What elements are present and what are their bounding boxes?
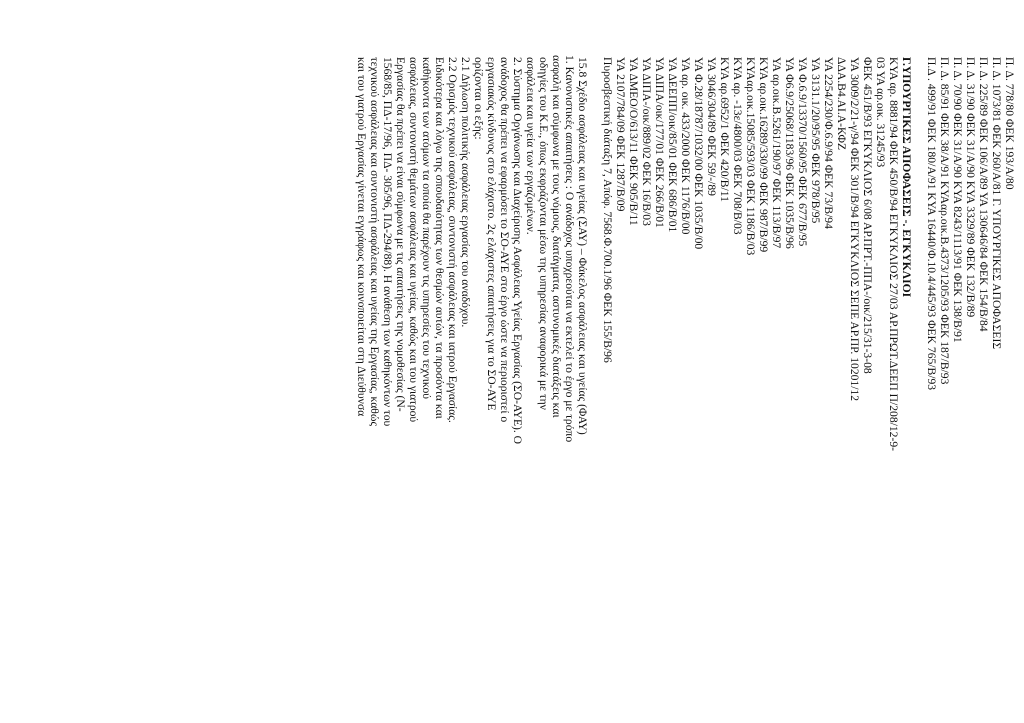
text-line: Π. Δ. 225/89 ΦΕΚ 106/Α/89 ΥΑ 130646/84 ΦΕΚ 154/Β/84: [977, 57, 990, 332]
text-line: ορίζονται οι εξής:: [472, 57, 485, 140]
text-line: 1. Κανονιστικές απαιτήσεις : Ο ανάδοχος υποχρεούται να εκτελεί το έργο με τρόπο: [563, 55, 576, 443]
text-line: ΦΕΚ 451/Β/93 ΕΓΚΥΚΛΙΟΣ 6/08 ΑΡ.ΠΡΤ.-ΠΠΑ-/οικ/215/31-3-08: [861, 57, 874, 374]
text-line: Π. Δ. 70/90 ΦΕΚ 31/Α/90 ΚΥΑ 8243/1113/91 ΦΕΚ 138/Β/91: [951, 57, 964, 343]
text-line: 15.8 Σχέδιο ασφάλειας και υγείας (ΣΑΥ) – Φάκελος ασφάλειας και υγείας (ΦΑΥ): [576, 57, 589, 435]
text-line: ασφαλή και σύμφωνα με τους νόμους, διατάγματα, αστυνομικές διατάξεις και: [550, 55, 563, 418]
text-line: 1568/85, ΠΔ-17/96, ΠΔ- 305/96, ΠΔ-294/88). Η ανάθεση των καθηκόντων του: [381, 57, 394, 427]
text-line: 2.1 Δήλωση πολιτικής ασφάλειας εργασίας του αναδόχου.: [459, 57, 472, 328]
text-line: ΥΑ 2254/230/Φ.6.9/94 ΦΕΚ 73/Β/94: [822, 57, 835, 229]
text-line: ΥΑ Φ6.9/25068/1183/96 ΦΕΚ 1035/Β/96: [783, 57, 796, 249]
text-line: ΥΑ αρ.οικ.Β.5261/190/97 ΦΕΚ 113/Β/97: [770, 57, 783, 249]
text-line: Ειδικότερα και λόγω της σπουδαιότητας των θεσμών αυτών, τα προσόντα και: [433, 57, 446, 419]
text-line: ΥΑ 3046/304/89 ΦΕΚ 59/-/89: [705, 57, 718, 196]
text-line: ΥΑ ΔΙΠΑ/οικ/177/01 ΦΕΚ 266/Β/01: [653, 57, 666, 228]
text-line: ασφάλεια και υγεία των εργαζομένων.: [524, 57, 537, 235]
text-line: Π.Δ . 499/91 ΦΕΚ 180/Α/91 ΚΥΑ 16440/Φ.10.4/445/93 ΦΕΚ 765/Β/93: [925, 57, 938, 391]
text-line: ΚΥΑ αρ.6952/1 ΦΕΚ 420/Β/11: [718, 57, 731, 202]
text-line: Π. Δ. 85/91 ΦΕΚ 38/Α/91 ΚΥΑαρ.οικ.Β.4373/1205/93 ΦΕΚ 187/Β/93: [938, 57, 951, 385]
text-line: Π. Δ. 1073/81 ΦΕΚ 260/Α/81 Γ. ΥΠΟΥΡΓΙΚΕΣ ΑΠΟΦΑΣΕΙΣ: [990, 57, 1003, 350]
text-line: και του γιατρού Εργασίας γίνεται εγγράφως και κοινοποιείται στη Διεύθυνσα: [355, 57, 368, 417]
text-line: ΥΑ ΔΕΕΠΠ/οικ/85/01 ΦΕΚ 686/Β/01: [666, 57, 679, 233]
text-line: Π. Δ. 778/80 ΦΕΚ 193/Α/80: [1003, 57, 1016, 190]
text-line: εργασιακός κίνδυνος στο ελάχιστο. 2ς ελάχιστες απαιτήσεις για το ΣΟ-ΑΥΕ: [485, 57, 498, 411]
text-line: ασφάλειας, συντονιστή θεμάτων ασφάλειας και υγείας, καθώς και του γιατρού: [407, 57, 420, 423]
text-line: ΥΑ Φ.6.9/13370/1560/95 ΦΕΚ 677/Β/95: [796, 57, 809, 247]
text-line: ανάδοχος θα πρέπει να εφαρμόσει το ΣΟ-ΑΥΕ στο έργο ώστε να περιοριστεί ο: [498, 57, 511, 423]
text-line: Πυροσβεστική διάταξη 7, Απόφ. 7568.Φ.700.1/96 ΦΕΚ 155/Β/96: [601, 57, 614, 363]
text-line: τεχνικού ασφάλειας και συντονιστή ασφάλειας και υγείας της Εργασίας, καθώς: [368, 57, 381, 427]
text-line: Εργασίας θα πρέπει να είναι σύμφωνα με τις απαιτήσεις της νομοθεσίας (Ν-: [394, 57, 407, 412]
text-line: 2.2 Ορισμός τεχνικού ασφάλειας, συντονιστή ασφάλειας και ιατρού Εργασίας.: [446, 57, 459, 423]
text-line: ΚΥΑ αρ.οικ.16289/330/99 ΦΕΚ 987/Β/99: [757, 57, 770, 253]
text-line: 03 ΥΑ αρ.οικ. 31245/93: [874, 57, 887, 168]
text-line: ΥΑ ΔΙΠΑ-/οικ/889/02 ΦΕΚ 16/Β/03: [640, 57, 653, 226]
text-line: ΥΑ 3009/2/21-γ/94 ΦΕΚ 301/Β/94 ΕΓΚΥΚΛΙΟΣ ΣΕΠΕ ΑΡ.ΠΡ. 10201/12: [848, 57, 861, 402]
text-line: Π. Δ. 31/90 ΦΕΚ 31/Α/90 ΚΥΑ 3329/89 ΦΕΚ 132/Β/89: [964, 57, 977, 318]
text-line: ΚΥΑαρ.οικ.15085/593/03 ΦΕΚ 1186/Β/03: [744, 57, 757, 256]
text-line: Γ.ΥΠΟΥΡΓΙΚΕΣ ΑΠΟΦΑΣΕΙΣ -. ΕΓΚΥΚΛΙΟΙ: [900, 57, 913, 298]
text-line: ΔΔΑ.Β4.ΑΙ.Α-ΚΦΖ: [835, 57, 848, 151]
text-line: ΥΑ 2107/784/09 ΦΕΚ 1287/Β/09: [614, 57, 627, 212]
text-line: οδηγίες του Κ.Ε., όπως εκφράζονται μέσω της υπηρεσίας αναφορικά με την: [537, 57, 550, 410]
text-line: ΥΑ Φ.28/18787/1032/00 ΦΕΚ 1035/Β/00: [692, 57, 705, 250]
text-line: ΥΑ 3131.1/20/95/95 ΦΕΚ 978/Β/95: [809, 57, 822, 224]
text-line: ΚΥΑ αρ. 8881/94 ΦΕΚ 450/Β/94 ΕΓΚΥΚΛΙΟΣ 27/03 ΑΡ.ΠΡΩΤ.ΔΕΕΠ Π/208/12-9-: [887, 57, 900, 451]
text-line: ΥΑ αρ. οικ. 433/2000 ΦΕΚ 1176/Β/00: [679, 57, 692, 235]
text-line: ΚΥΑ αρ. -13ε/4800/03 ΦΕΚ 708/Β/03: [731, 57, 744, 235]
text-line: καθήκοντα των ατόμων τα οποία θα παρέχουν τις υπηρεσίες του τεχνικού: [420, 57, 433, 400]
text-line: ΥΑ ΔΜΕΟ/Ο/613/11 ΦΕΚ 905/Β/11: [627, 57, 640, 226]
text-line: 2. Σύστημα Οργάνωσης και Διαχείρισης Ασφάλειας Υγείας Εργασίας (ΣΟ-ΑΥΕ). Ο: [511, 57, 524, 445]
